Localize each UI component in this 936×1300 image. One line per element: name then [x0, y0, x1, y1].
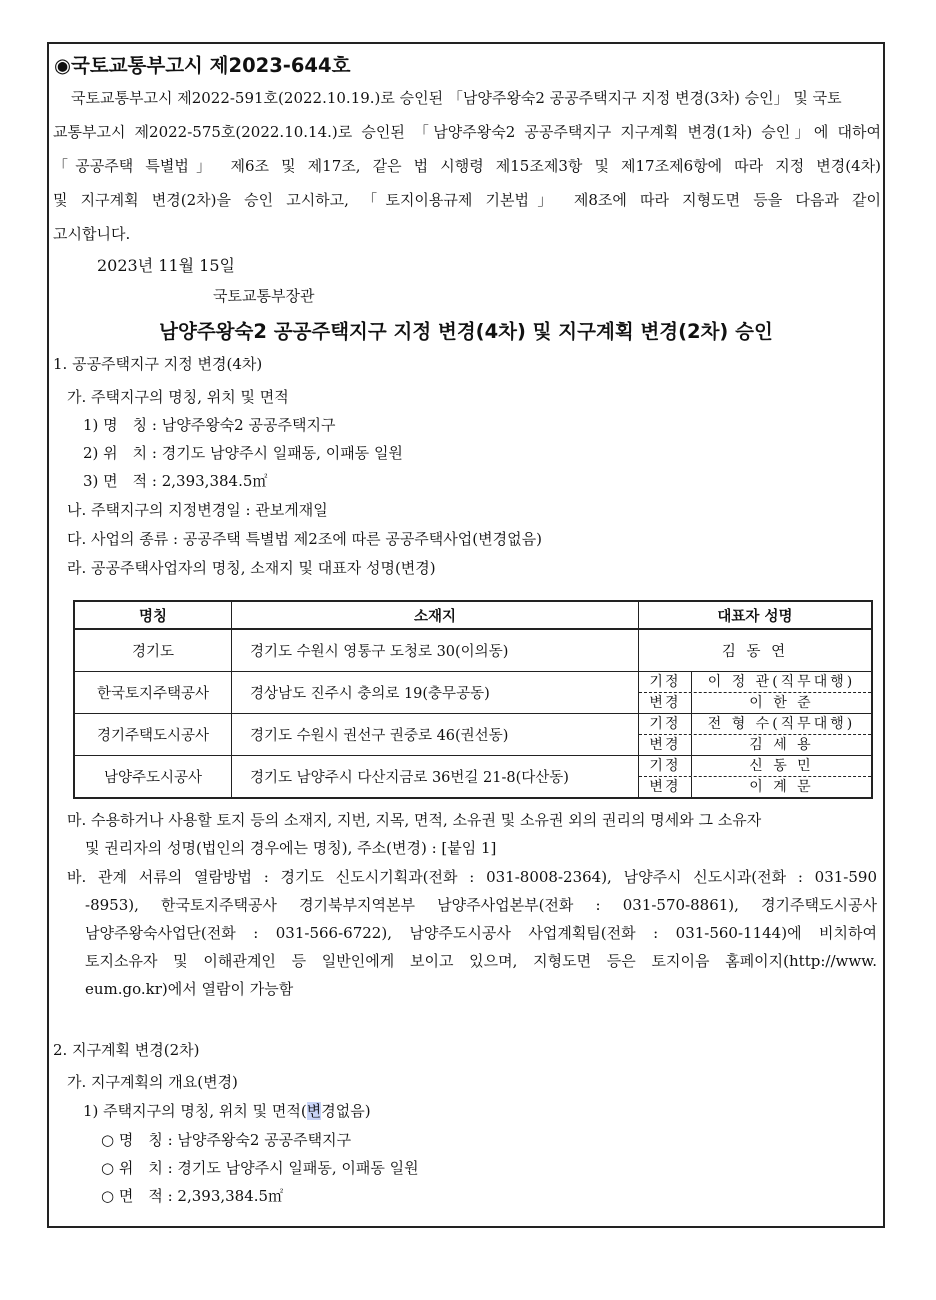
operator-name: 경기주택도시공사 — [74, 713, 232, 755]
section1-ma-line-2: 및 권리자의 성명(법인의 경우에는 명칭), 주소(변경) : [붙임 1] — [85, 839, 497, 857]
before-rep: 신 동 민 — [749, 757, 814, 774]
section2-bullet-name: ○ 명 칭 : 남양주왕숙2 공공주택지구 — [101, 1131, 352, 1149]
after-rep: 김 세 용 — [749, 736, 814, 753]
before-label: 기정 — [639, 672, 692, 692]
before-label: 기정 — [639, 756, 692, 776]
operator-address: 경기도 수원시 영통구 도청로 30(이의동) — [232, 629, 639, 671]
table-row — [74, 629, 872, 671]
after-rep: 이 계 문 — [749, 778, 814, 795]
operator-representative — [638, 671, 872, 713]
operator-address: 경기도 수원시 권선구 권중로 46(권선동) — [232, 713, 639, 755]
before-rep: 전 형 수(직무대행) — [707, 715, 856, 732]
section1-ga: 가. 주택지구의 명칭, 위치 및 면적 — [67, 388, 289, 406]
body-line-5: 고시합니다. — [53, 225, 131, 243]
section2-ga: 가. 지구계획의 개요(변경) — [67, 1073, 238, 1091]
section1-ba-line-3: 남양주왕숙사업단(전화 : 031-566-6722), 남양주도시공사 사업계획팀(전화 : 031-560-1144)에 비치하여 — [85, 924, 877, 942]
section2-bullet-area: ○ 면 적 : 2,393,384.5㎡ — [101, 1187, 284, 1205]
after-label: 변경 — [639, 735, 692, 755]
section2-item-1-text-end: 경없음) — [321, 1102, 371, 1120]
body-line-3: 「공공주택 특별법」 제6조 및 제17조, 같은 법 시행령 제15조제3항 및 제17조제6항에 따라 지정 변경(4차) — [53, 157, 881, 175]
operator-name: 경기도 — [74, 629, 232, 671]
section1-ba-line-1: 바. 관계 서류의 열람방법 : 경기도 신도시기획과(전화 : 031-8008-2364), 남양주시 신도시과(전화 : 031-590 — [67, 868, 877, 886]
table-row — [74, 671, 872, 713]
notice-issuer: 국토교통부장관 — [213, 287, 315, 305]
section1-ba-line-2: -8953), 한국토지주택공사 경기북부지역본부 남양주사업본부(전화 : 031-570-8861), 경기주택도시공사 — [85, 896, 877, 914]
section1-ba-line-5: eum.go.kr)에서 열람이 가능함 — [85, 980, 294, 998]
header-representative: 대표자 성명 — [638, 601, 872, 629]
section2-title: 2. 지구계획 변경(2차) — [53, 1041, 200, 1059]
section1-ra: 라. 공공주택사업자의 명칭, 소재지 및 대표자 성명(변경) — [67, 559, 436, 577]
table-row — [74, 713, 872, 755]
after-rep: 이 한 준 — [749, 694, 814, 711]
section2-item-1 — [83, 1101, 371, 1121]
operator-name: 한국토지주택공사 — [74, 671, 232, 713]
operator-representative: 김 동 연 — [638, 629, 872, 671]
notice-date: 2023년 11월 15일 — [97, 256, 235, 275]
operator-address: 경기도 남양주시 다산지금로 36번길 21-8(다산동) — [232, 755, 639, 798]
section2-item-1-text: 1) 주택지구의 명칭, 위치 및 면적( — [83, 1102, 307, 1120]
section1-ga-area: 3) 면 적 : 2,393,384.5㎡ — [83, 472, 268, 490]
section1-title: 1. 공공주택지구 지정 변경(4차) — [53, 355, 263, 373]
body-line-2: 교통부고시 제2022-575호(2022.10.14.)로 승인된 「남양주왕숙2 공공주택지구 지구계획 변경(1차) 승인」에 대하여 — [53, 123, 881, 141]
operator-representative — [638, 755, 872, 798]
after-label: 변경 — [639, 777, 692, 797]
section2-bullet-location: ○ 위 치 : 경기도 남양주시 일패동, 이패동 일원 — [101, 1159, 419, 1177]
before-label: 기정 — [639, 714, 692, 734]
after-label: 변경 — [639, 693, 692, 713]
operator-table — [73, 600, 873, 799]
operator-address: 경상남도 진주시 충의로 19(충무공동) — [232, 671, 639, 713]
table-header-row — [74, 601, 872, 629]
header-name: 명칭 — [74, 601, 232, 629]
highlighted-text: 변 — [306, 1102, 322, 1120]
section1-ga-location: 2) 위 치 : 경기도 남양주시 일패동, 이패동 일원 — [83, 444, 403, 462]
notice-heading: 남양주왕숙2 공공주택지구 지정 변경(4차) 및 지구계획 변경(2차) 승인 — [159, 320, 773, 343]
table-row — [74, 755, 872, 798]
section1-na: 나. 주택지구의 지정변경일 : 관보게재일 — [67, 501, 328, 519]
body-line-1: 국토교통부고시 제2022-591호(2022.10.19.)로 승인된 「남양주왕숙2 공공주택지구 지정 변경(3차) 승인」 및 국토 — [71, 89, 842, 107]
section1-da: 다. 사업의 종류 : 공공주택 특별법 제2조에 따른 공공주택사업(변경없음) — [67, 530, 542, 548]
section1-ga-name: 1) 명 칭 : 남양주왕숙2 공공주택지구 — [83, 416, 336, 434]
body-line-4: 및 지구계획 변경(2차)을 승인 고시하고, 「토지이용규제 기본법」 제8조에 따라 지형도면 등을 다음과 같이 — [53, 191, 881, 209]
section1-ba-line-4: 토지소유자 및 이해관계인 등 일반인에게 보이고 있으며, 지형도면 등은 토지이음 홈페이지(http://www. — [85, 952, 877, 970]
header-address: 소재지 — [232, 601, 639, 629]
before-rep: 이 정 관(직무대행) — [707, 673, 856, 690]
notice-frame — [47, 42, 885, 1228]
operator-representative — [638, 713, 872, 755]
notice-title: ◉국토교통부고시 제2023-644호 — [54, 54, 351, 77]
operator-name: 남양주도시공사 — [74, 755, 232, 798]
section1-ma-line-1: 마. 수용하거나 사용할 토지 등의 소재지, 지번, 지목, 면적, 소유권 및 소유권 외의 권리의 명세와 그 소유자 — [67, 811, 762, 829]
